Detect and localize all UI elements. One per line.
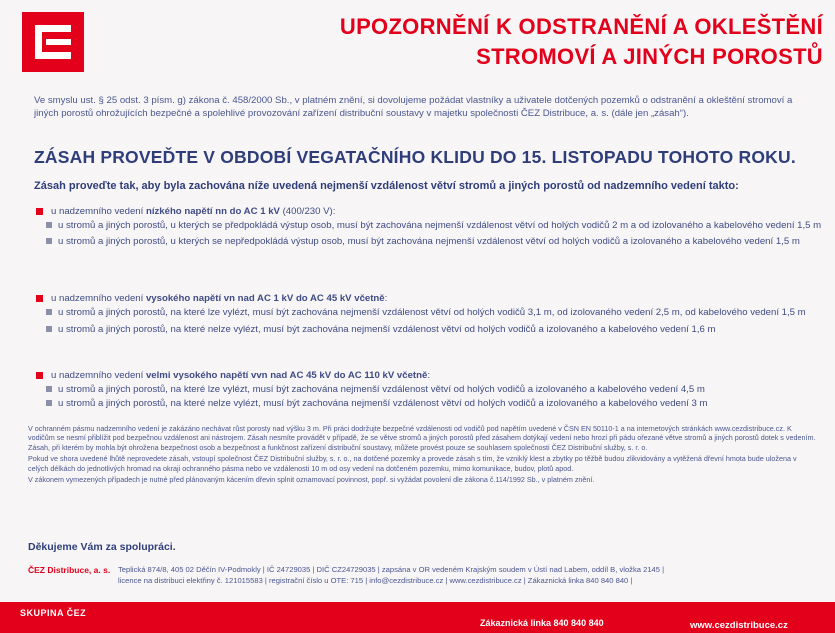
intro-paragraph: Ve smyslu ust. § 25 odst. 3 písm. g) zákona č. 458/2000 Sb., v platném znění, si dovolujeme požádat vlastníky a uživatele dotčených pozemků o odstranění a okleštění stromoví a jiných porostů ohrožujících bezpečné a spolehlivé provozování zařízení distribuční soustavy v majetku společnosti ČEZ Distribuce, a. s. (dále jen „zásah“). (34, 95, 793, 119)
cez-logo-icon (35, 25, 71, 59)
section-vvn (36, 369, 826, 410)
title-line-2: STROMOVÍ A JINÝCH POROSTŮ (476, 44, 823, 69)
footer-group: SKUPINA ČEZ (20, 608, 87, 618)
list-item (46, 219, 826, 232)
footer-web-link[interactable]: www.cezdistribuce.cz (690, 620, 788, 631)
footer-bar (0, 602, 835, 633)
subheading: Zásah proveďte tak, aby byla zachována níže uvedená nejmenší vzdálenost větví stromů a jiných porostů od nadzemního vedení takto: (34, 180, 739, 192)
main-heading: ZÁSAH PROVEĎTE V OBDOBÍ VEGATAČNÍHO KLIDU DO 15. LISTOPADU TOHOTO ROKU. (34, 147, 796, 167)
title-line-1: UPOZORNĚNÍ K ODSTRANĚNÍ A OKLEŠTĚNÍ (339, 14, 823, 39)
note-paragraph: Pokud ve shora uvedené lhůtě neprovedete zásah, vstoupí společnost ČEZ Distribuční služby, s. r. o., na dotčené pozemky a provede zásah s tím, že vzniklý klest a zbytky po těžbě budou zlikvidovány a vytěžená dřevní hmota bude uložena v celých délkách do jednotlivých hromad na okraji ochranného pásma nebo ve vzdálenosti 10 m od osy vedení na dotčeném pozemku, mimo komunikace, budov, plotů apod. (28, 454, 797, 473)
page-title (223, 12, 823, 72)
section-vn (36, 292, 826, 336)
thanks-text: Děkujeme Vám za spolupráci. (28, 541, 176, 553)
company-name: ČEZ Distribuce, a. s. (28, 565, 111, 575)
section-header (36, 369, 826, 382)
list-item-text: u stromů a jiných porostů, u kterých se předpokládá výstup osob, musí být zachována nejmenší vzdálenost větví od holých vodičů 2 m a od izolovaného a kabelového vedení 1,5 m (58, 220, 822, 231)
grey-bullet-icon (46, 326, 52, 332)
section-header (36, 292, 826, 305)
list-item-text: u stromů a jiných porostů, na které nelze vylézt, musí být zachována nejmenší vzdálenost větví od holých vodičů a izolovaného a kabelového vedení 1,6 m (58, 324, 716, 335)
grey-bullet-icon (46, 400, 52, 406)
list-item-text: u stromů a jiných porostů, na které nelze vylézt, musí být zachována nejmenší vzdálenost větví od holých vodičů a izolovaného a kabelového vedení 3 m (58, 398, 708, 409)
contact-line-2: licence na distribuci elektřiny č. 121015583 | registrační číslo u OTE: 715 | info@cezdistribuce.cz | www.cezdistribuce.cz | Zákaznická linka 840 840 840 | (118, 575, 633, 585)
list-item-text: u stromů a jiných porostů, u kterých se nepředpokládá výstup osob, musí být zachována nejmenší vzdálenost větví od holých vodičů a izolovaného a kabelového vedení 1,5 m (58, 236, 800, 247)
list-item-text: u stromů a jiných porostů, na které lze vylézt, musí být zachována nejmenší vzdálenost větví od holých vodičů 3,1 m, od izolovaného vedení 2,5 m, od kabelového vedení 1,5 m (58, 307, 806, 318)
grey-bullet-icon (46, 222, 52, 228)
section-title: u nadzemního vedení vysokého napětí vn nad AC 1 kV do AC 45 kV včetně: (51, 293, 388, 304)
list-item (46, 323, 826, 336)
red-bullet-icon (36, 295, 43, 302)
section-title: u nadzemního vedení velmi vysokého napětí vvn nad AC 45 kV do AC 110 kV včetně: (51, 370, 430, 381)
list-item (46, 235, 826, 248)
list-item-text: u stromů a jiných porostů, na které lze vylézt, musí být zachována nejmenší vzdálenost větví od holých vodičů a izolovaného a kabelového vedení 4,5 m (58, 384, 705, 395)
red-bullet-icon (36, 372, 43, 379)
contact-info (118, 565, 818, 586)
grey-bullet-icon (46, 309, 52, 315)
notes (28, 424, 818, 486)
list-item (46, 397, 826, 410)
note-paragraph: V ochranném pásmu nadzemního vedení je zakázáno nechávat růst porosty nad výšku 3 m. Při práci dodržujte bezpečné vzdálenosti od vodičů pod napětím uvedené v ČSN EN 50110-1 a na internetových stránkách www.cezdistribuce.cz. K vodičům se nesmí přiblížit pod bezpečnou vzdálenost ani nástrojem. Zásah nesmíte provádět v případě, že se větve stromů a jiných porostů před zásahem dotýkají vedení nebo hrozí při pádu ořezané větve stromů a jiných porostů dotek s vedením. Zásah, při kterém by mohla být ohrožena bezpečnost osob a bezpečnost a funkčnost zařízení distribuční soustavy, můžete provést pouze se souhlasem společnosti ČEZ Distribuční služby, s. r. o. (28, 424, 816, 452)
section-header (36, 205, 826, 218)
section-nn (36, 205, 826, 248)
contact-line-1: Teplická 874/8, 405 02 Děčín IV-Podmokly | IČ 24729035 | DIČ CZ24729035 | zapsána v OR vedeném Krajským soudem v Ústí nad Labem, oddíl B, vložka 2145 | (118, 565, 665, 574)
note-paragraph: V zákonem vymezených případech je nutné před plánovaným kácením dřevin splnit oznamovací povinnost, popř. si vyžádat povolení dle zákona č.114/1992 Sb., v platném znění. (28, 475, 595, 485)
section-title: u nadzemního vedení nízkého napětí nn do AC 1 kV (400/230 V): (51, 206, 336, 217)
grey-bullet-icon (46, 238, 52, 244)
red-bullet-icon (36, 208, 43, 215)
grey-bullet-icon (46, 386, 52, 392)
list-item (46, 306, 826, 319)
cez-logo (22, 12, 84, 72)
list-item (46, 383, 826, 396)
footer-hotline: Zákaznická linka 840 840 840 (480, 618, 604, 628)
